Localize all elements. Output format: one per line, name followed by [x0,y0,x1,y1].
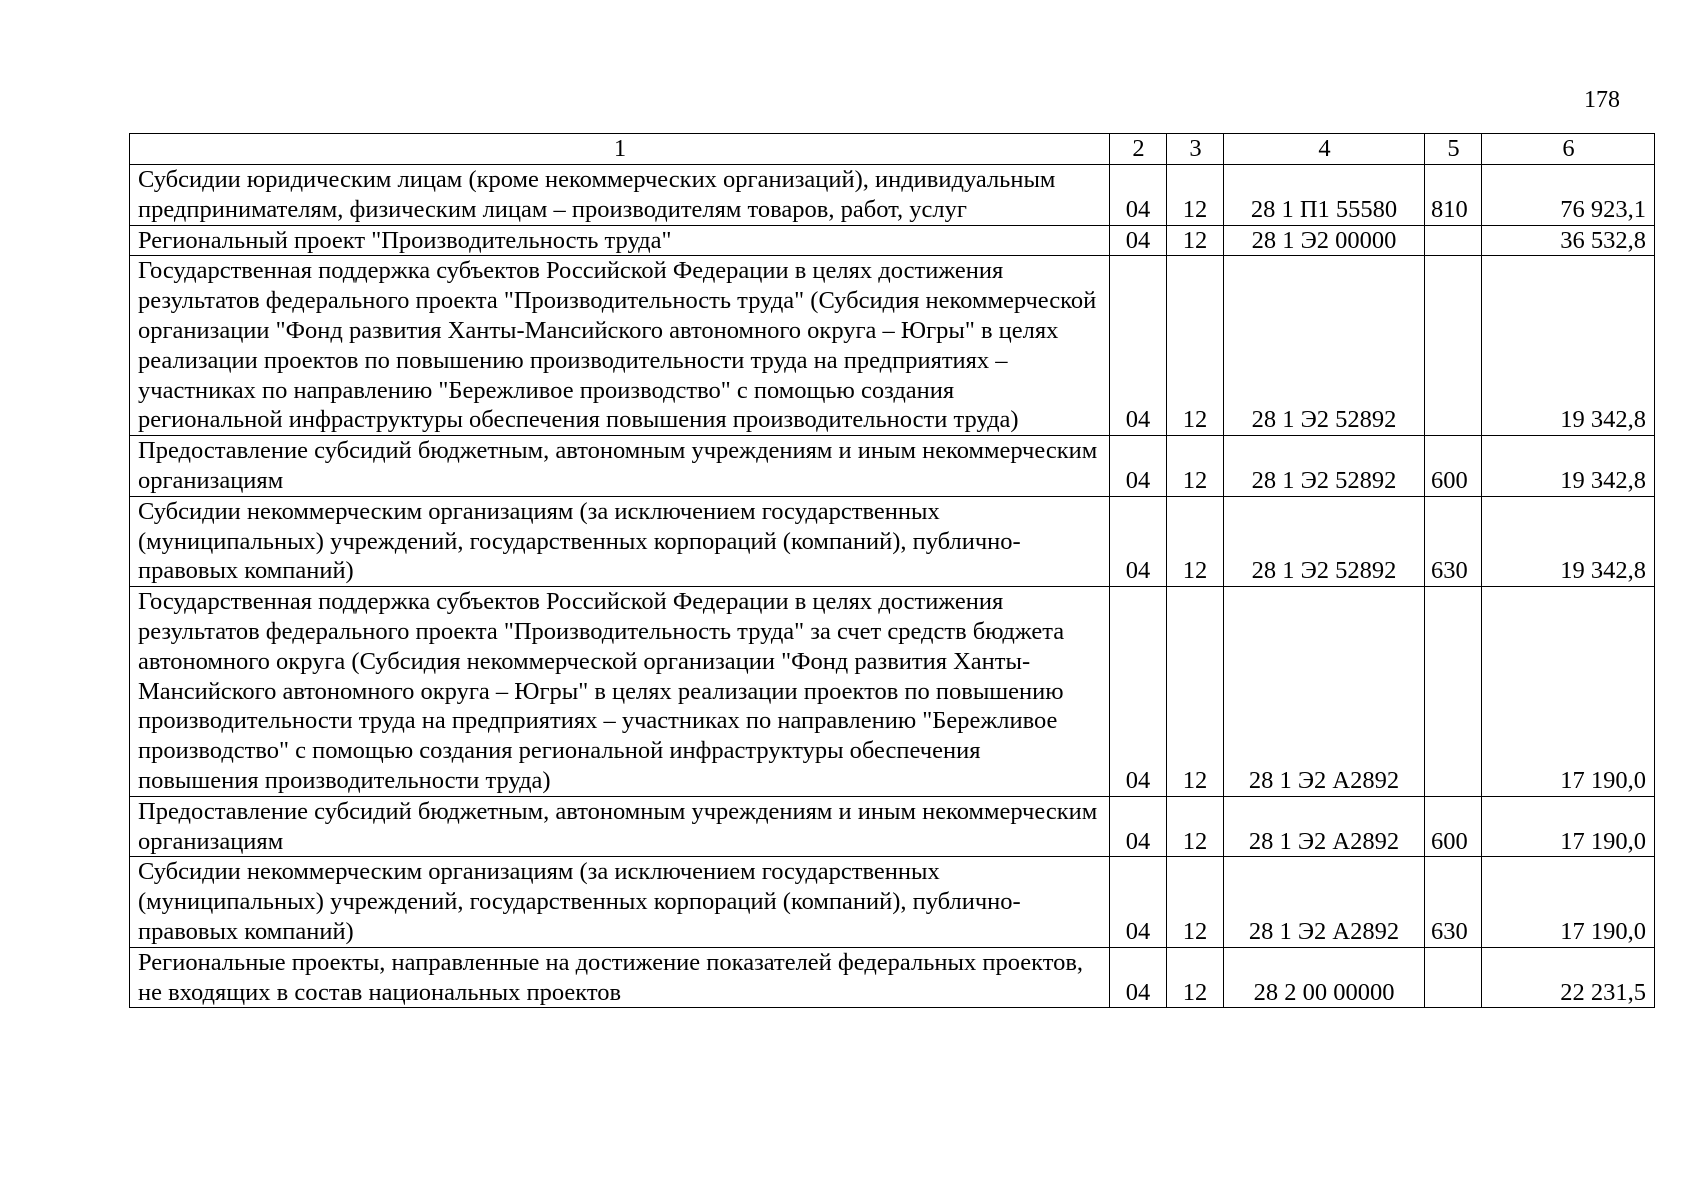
header-col-1: 1 [130,134,1110,165]
header-row [130,134,1655,165]
budget-table [129,133,1655,1008]
row-amount: 17 190,0 [1482,857,1655,947]
row-description: Региональный проект "Производительность труда" [130,225,1110,256]
row-target-code: 28 1 Э2 А2892 [1224,587,1425,797]
row-subsection: 12 [1167,796,1224,857]
row-description: Государственная поддержка субъектов Российской Федерации в целях достижения результатов федерального проекта "Производительность труда" за счет средств бюджета автономного округа (Субсидия некоммерческой организации "Фонд развития Ханты-Мансийского автономного округа – Югры" в целях реализации проектов по повышению производительности труда на предприятиях – участниках по направлению "Бережливое производство" с помощью создания региональной инфраструктуры обеспечения повышения производительности труда) [130,587,1110,797]
row-subsection: 12 [1167,256,1224,436]
row-section: 04 [1110,496,1167,586]
row-description: Субсидии некоммерческим организациям (за исключением государственных (муниципальных) учреждений, государственных корпораций (компаний), публично-правовых компаний) [130,857,1110,947]
row-section: 04 [1110,165,1167,226]
row-subsection: 12 [1167,225,1224,256]
row-expense-type [1425,256,1482,436]
header-col-4: 4 [1224,134,1425,165]
row-expense-type [1425,947,1482,1008]
table-row [130,496,1655,586]
row-target-code: 28 1 Э2 52892 [1224,256,1425,436]
row-section: 04 [1110,796,1167,857]
row-description: Субсидии некоммерческим организациям (за исключением государственных (муниципальных) учреждений, государственных корпораций (компаний), публично-правовых компаний) [130,496,1110,586]
row-amount: 76 923,1 [1482,165,1655,226]
row-description: Региональные проекты, направленные на достижение показателей федеральных проектов, не входящих в состав национальных проектов [130,947,1110,1008]
row-expense-type: 810 [1425,165,1482,226]
row-amount: 17 190,0 [1482,587,1655,797]
row-amount: 17 190,0 [1482,796,1655,857]
row-subsection: 12 [1167,587,1224,797]
row-subsection: 12 [1167,496,1224,586]
row-subsection: 12 [1167,165,1224,226]
row-amount: 19 342,8 [1482,256,1655,436]
table-header [130,134,1655,165]
row-expense-type: 600 [1425,436,1482,497]
page-number: 178 [1584,87,1620,113]
row-expense-type: 600 [1425,796,1482,857]
table-row [130,796,1655,857]
table-body [130,165,1655,1008]
row-subsection: 12 [1167,436,1224,497]
row-expense-type: 630 [1425,857,1482,947]
row-target-code: 28 1 П1 55580 [1224,165,1425,226]
row-target-code: 28 2 00 00000 [1224,947,1425,1008]
table-row [130,587,1655,797]
table-row [130,165,1655,226]
row-section: 04 [1110,256,1167,436]
header-col-5: 5 [1425,134,1482,165]
row-subsection: 12 [1167,947,1224,1008]
row-section: 04 [1110,436,1167,497]
row-description: Предоставление субсидий бюджетным, автономным учреждениям и иным некоммерческим организациям [130,796,1110,857]
header-col-2: 2 [1110,134,1167,165]
row-subsection: 12 [1167,857,1224,947]
row-amount: 22 231,5 [1482,947,1655,1008]
row-target-code: 28 1 Э2 А2892 [1224,796,1425,857]
row-description: Предоставление субсидий бюджетным, автономным учреждениям и иным некоммерческим организациям [130,436,1110,497]
row-target-code: 28 1 Э2 52892 [1224,496,1425,586]
table-row [130,256,1655,436]
table-row [130,857,1655,947]
header-col-3: 3 [1167,134,1224,165]
row-amount: 19 342,8 [1482,436,1655,497]
row-section: 04 [1110,225,1167,256]
row-target-code: 28 1 Э2 А2892 [1224,857,1425,947]
row-amount: 36 532,8 [1482,225,1655,256]
row-expense-type [1425,225,1482,256]
table-row [130,947,1655,1008]
row-section: 04 [1110,587,1167,797]
row-section: 04 [1110,857,1167,947]
table-row [130,436,1655,497]
row-expense-type: 630 [1425,496,1482,586]
row-description: Субсидии юридическим лицам (кроме некоммерческих организаций), индивидуальным предпринимателям, физическим лицам – производителям товаров, работ, услуг [130,165,1110,226]
row-amount: 19 342,8 [1482,496,1655,586]
row-section: 04 [1110,947,1167,1008]
row-target-code: 28 1 Э2 52892 [1224,436,1425,497]
header-col-6: 6 [1482,134,1655,165]
row-description: Государственная поддержка субъектов Российской Федерации в целях достижения результатов федерального проекта "Производительность труда" (Субсидия некоммерческой организации "Фонд развития Ханты-Мансийского автономного округа – Югры" в целях реализации проектов по повышению производительности труда на предприятиях – участниках по направлению "Бережливое производство" с помощью создания региональной инфраструктуры обеспечения повышения производительности труда) [130,256,1110,436]
row-target-code: 28 1 Э2 00000 [1224,225,1425,256]
row-expense-type [1425,587,1482,797]
table-row [130,225,1655,256]
